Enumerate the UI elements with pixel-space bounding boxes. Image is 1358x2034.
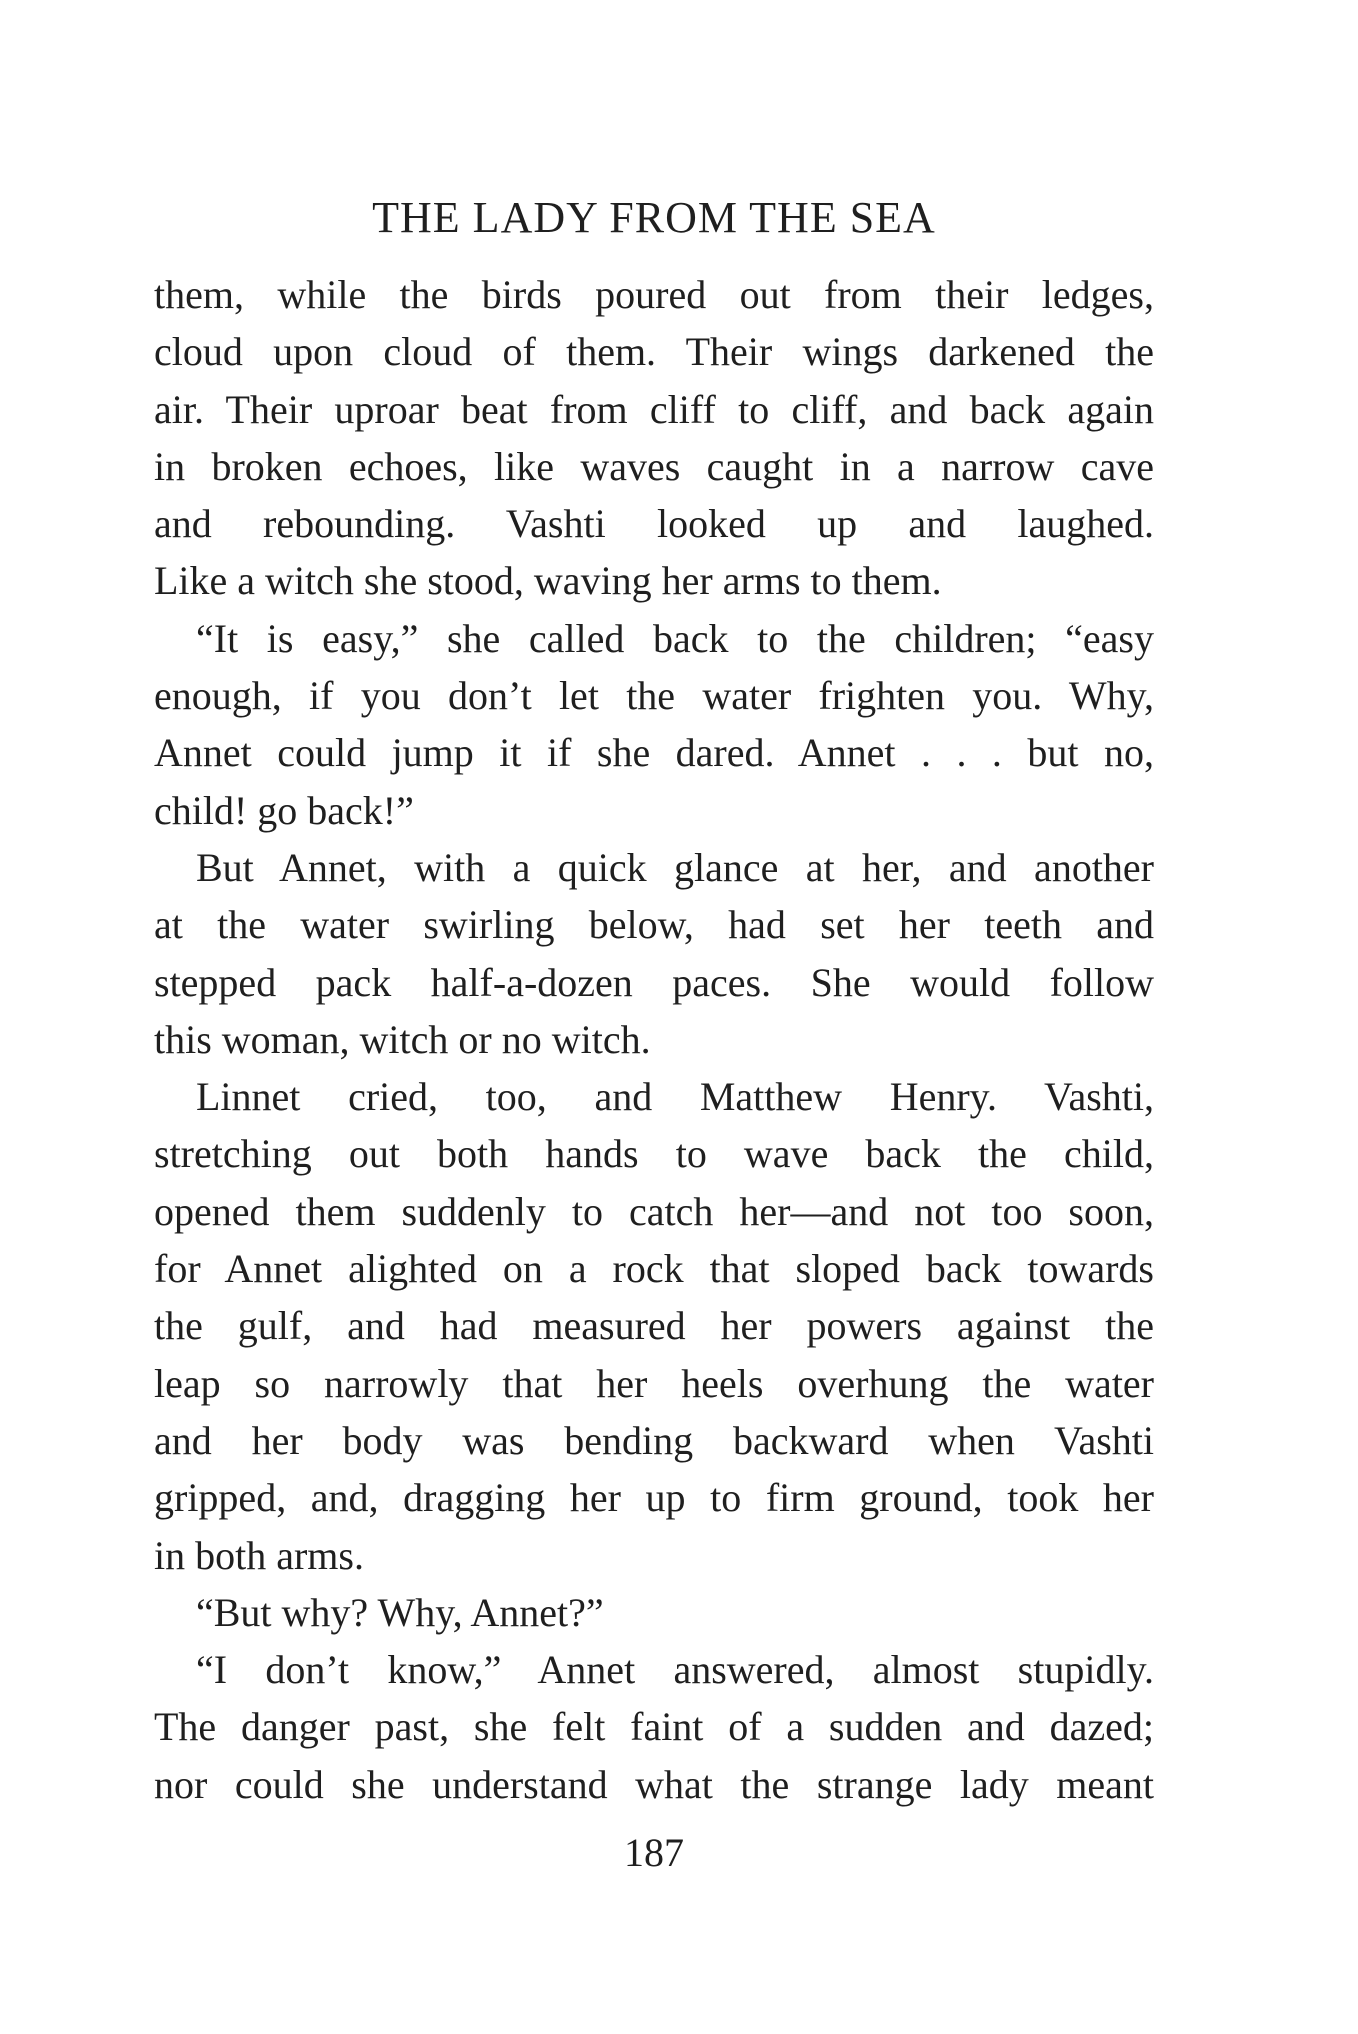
- text-line: air. Their uproar beat from cliff to cliff, and back again: [154, 386, 1154, 432]
- text-line: Annet could jump it if she dared. Annet . . . but no,: [154, 730, 1154, 776]
- text-line: and her body was bending backward when Vashti: [154, 1417, 1154, 1463]
- text-line: stepped pack half-a-dozen paces. She would follow: [154, 959, 1154, 1005]
- text-line: “I don’t know,” Annet answered, almost stupidly.: [196, 1647, 1154, 1693]
- text-line: in broken echoes, like waves caught in a narrow cave: [154, 443, 1154, 489]
- running-head: THE LADY FROM THE SEA: [372, 193, 936, 242]
- text-line: them, while the birds poured out from their ledges,: [154, 272, 1154, 317]
- text-line: this woman, witch or no witch.: [154, 1016, 651, 1062]
- page-number: 187: [624, 1830, 684, 1875]
- text-line: enough, if you don’t let the water frighten you. Why,: [154, 673, 1154, 719]
- text-line: opened them suddenly to catch her—and not too soon,: [154, 1188, 1154, 1234]
- text-line: leap so narrowly that her heels overhung the water: [154, 1360, 1154, 1406]
- text-line: nor could she understand what the strange lady meant: [154, 1761, 1154, 1807]
- text-line: for Annet alighted on a rock that sloped back towards: [154, 1246, 1154, 1292]
- text-line: But Annet, with a quick glance at her, and another: [196, 844, 1154, 890]
- text-line: the gulf, and had measured her powers against the: [154, 1303, 1154, 1349]
- text-line: “But why? Why, Annet?”: [196, 1589, 604, 1635]
- text-line: at the water swirling below, had set her teeth and: [154, 902, 1154, 948]
- text-line: and rebounding. Vashti looked up and laughed.: [154, 501, 1154, 547]
- body-text: [154, 266, 1154, 1813]
- text-line: Linnet cried, too, and Matthew Henry. Vashti,: [196, 1074, 1154, 1120]
- text-line: stretching out both hands to wave back the child,: [154, 1131, 1154, 1177]
- text-line: child! go back!”: [154, 787, 414, 833]
- text-line: The danger past, she felt faint of a sudden and dazed;: [154, 1704, 1154, 1750]
- text-line: “It is easy,” she called back to the children; “easy: [196, 615, 1154, 661]
- text-line: in both arms.: [154, 1532, 364, 1578]
- text-line: Like a witch she stood, waving her arms to them.: [154, 558, 942, 604]
- text-line: cloud upon cloud of them. Their wings darkened the: [154, 329, 1154, 375]
- text-line: gripped, and, dragging her up to firm ground, took her: [154, 1475, 1154, 1521]
